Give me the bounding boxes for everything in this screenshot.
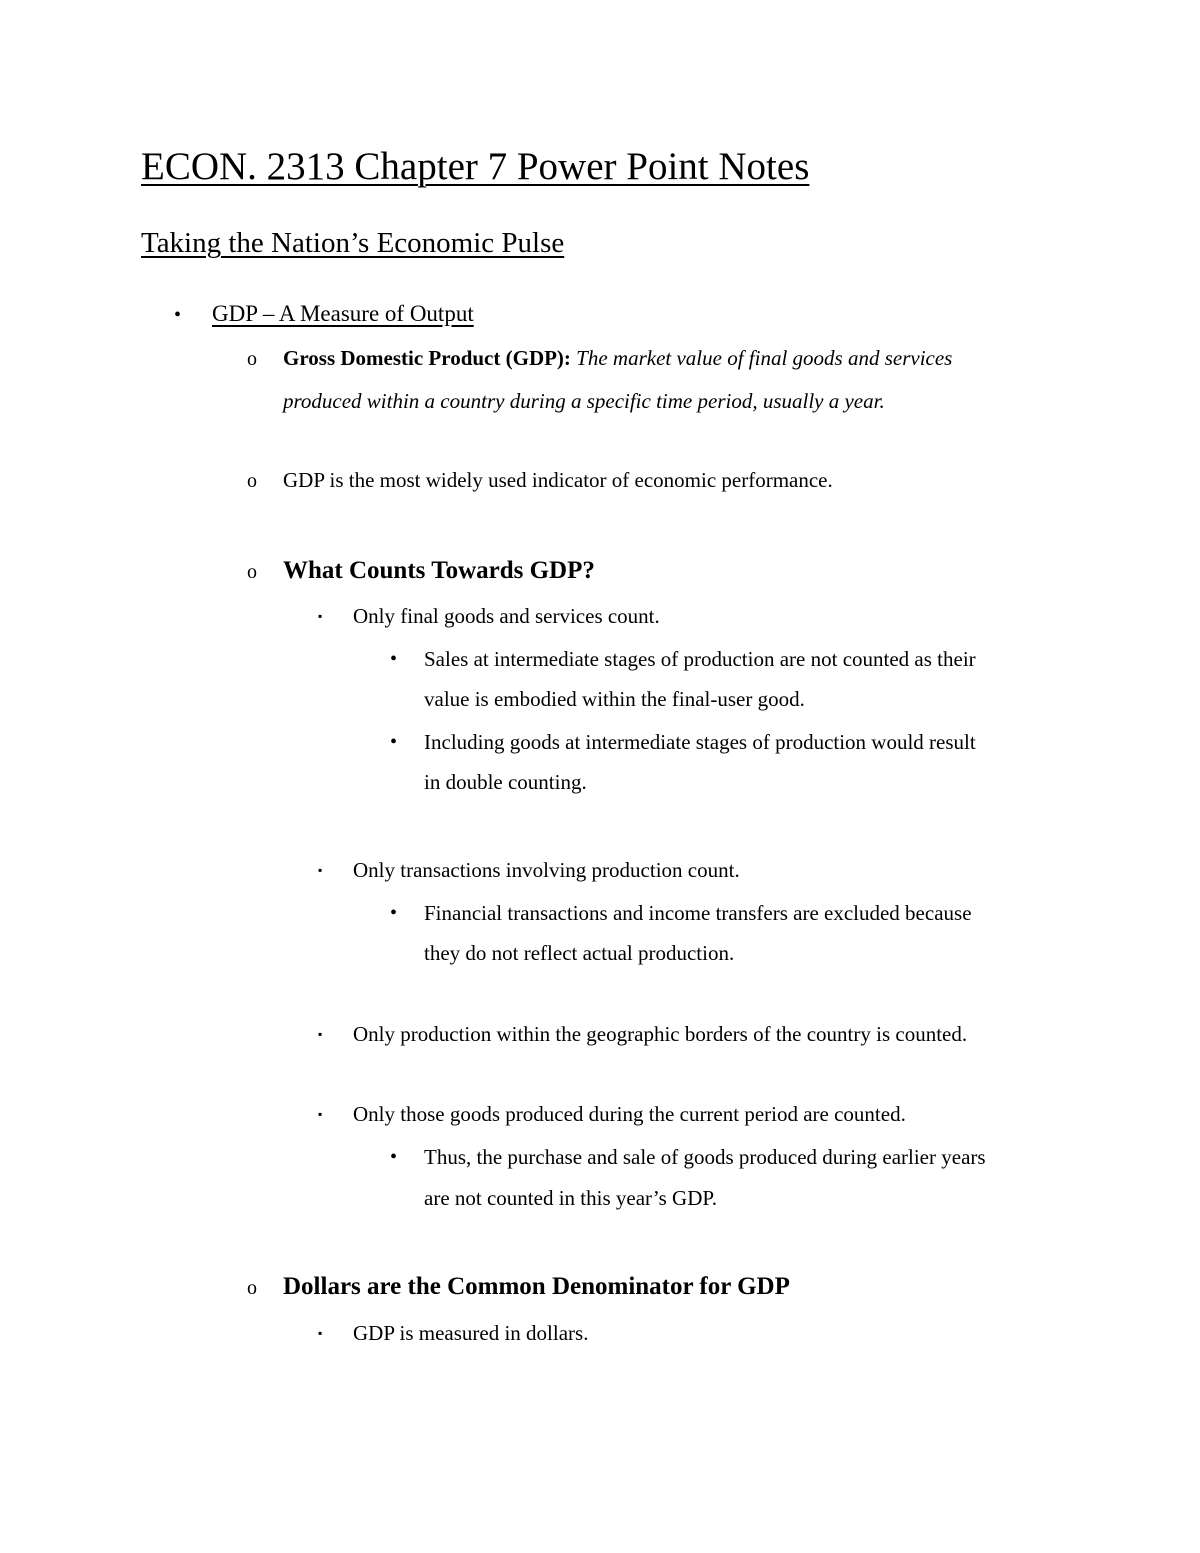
- current-period-item: Only those goods produced during the current period are counted.: [353, 1102, 906, 1126]
- bullet-dot-marker: •: [390, 902, 398, 924]
- section-subtitle: Taking the Nation’s Economic Pulse: [141, 227, 565, 259]
- bullet-dot-marker: •: [390, 648, 398, 670]
- bullet-dot-marker: •: [174, 304, 182, 326]
- gdp-measure-heading-text: GDP – A Measure of Output: [212, 301, 474, 326]
- bullet-circle-marker: o: [247, 561, 257, 583]
- bullet-square-marker: ▪: [318, 1107, 323, 1121]
- intermediate-sales-item: Sales at intermediate stages of production are not counted as their: [424, 647, 976, 671]
- bullet-circle-marker: o: [247, 470, 257, 492]
- gdp-definition-term: Gross Domestic Product (GDP):: [283, 346, 571, 370]
- gdp-definition-continued: produced within a country during a specific time period, usually a year.: [283, 389, 885, 413]
- gdp-definition: [283, 344, 952, 372]
- final-goods-item: Only final goods and services count.: [353, 604, 660, 628]
- financial-transactions-item: Financial transactions and income transfers are excluded because: [424, 901, 972, 925]
- bullet-square-marker: ▪: [318, 1027, 323, 1041]
- geographic-borders-item: Only production within the geographic borders of the country is counted.: [353, 1022, 968, 1046]
- earlier-years-continued: are not counted in this year’s GDP.: [424, 1186, 717, 1210]
- bullet-square-marker: ▪: [318, 863, 323, 877]
- gdp-measure-heading: [212, 300, 474, 328]
- dollars-heading: Dollars are the Common Denominator for GDP: [283, 1273, 790, 1300]
- measured-in-dollars-item: GDP is measured in dollars.: [353, 1321, 589, 1345]
- bullet-square-marker: ▪: [318, 1326, 323, 1340]
- intermediate-sales-continued: value is embodied within the final-user good.: [424, 687, 805, 711]
- financial-transactions-continued: they do not reflect actual production.: [424, 941, 735, 965]
- bullet-dot-marker: •: [390, 1146, 398, 1168]
- bullet-circle-marker: o: [247, 348, 257, 370]
- document-title: ECON. 2313 Chapter 7 Power Point Notes: [141, 145, 810, 188]
- bullet-dot-marker: •: [390, 731, 398, 753]
- double-counting-continued: in double counting.: [424, 770, 587, 794]
- earlier-years-item: Thus, the purchase and sale of goods produced during earlier years: [424, 1145, 986, 1169]
- double-counting-item: Including goods at intermediate stages of production would result: [424, 730, 976, 754]
- bullet-circle-marker: o: [247, 1277, 257, 1299]
- gdp-definition-text: The market value of final goods and services: [576, 346, 953, 370]
- production-transactions-item: Only transactions involving production count.: [353, 858, 740, 882]
- gdp-widely-used: GDP is the most widely used indicator of economic performance.: [283, 468, 833, 492]
- what-counts-heading: What Counts Towards GDP?: [283, 557, 595, 584]
- bullet-square-marker: ▪: [318, 609, 323, 623]
